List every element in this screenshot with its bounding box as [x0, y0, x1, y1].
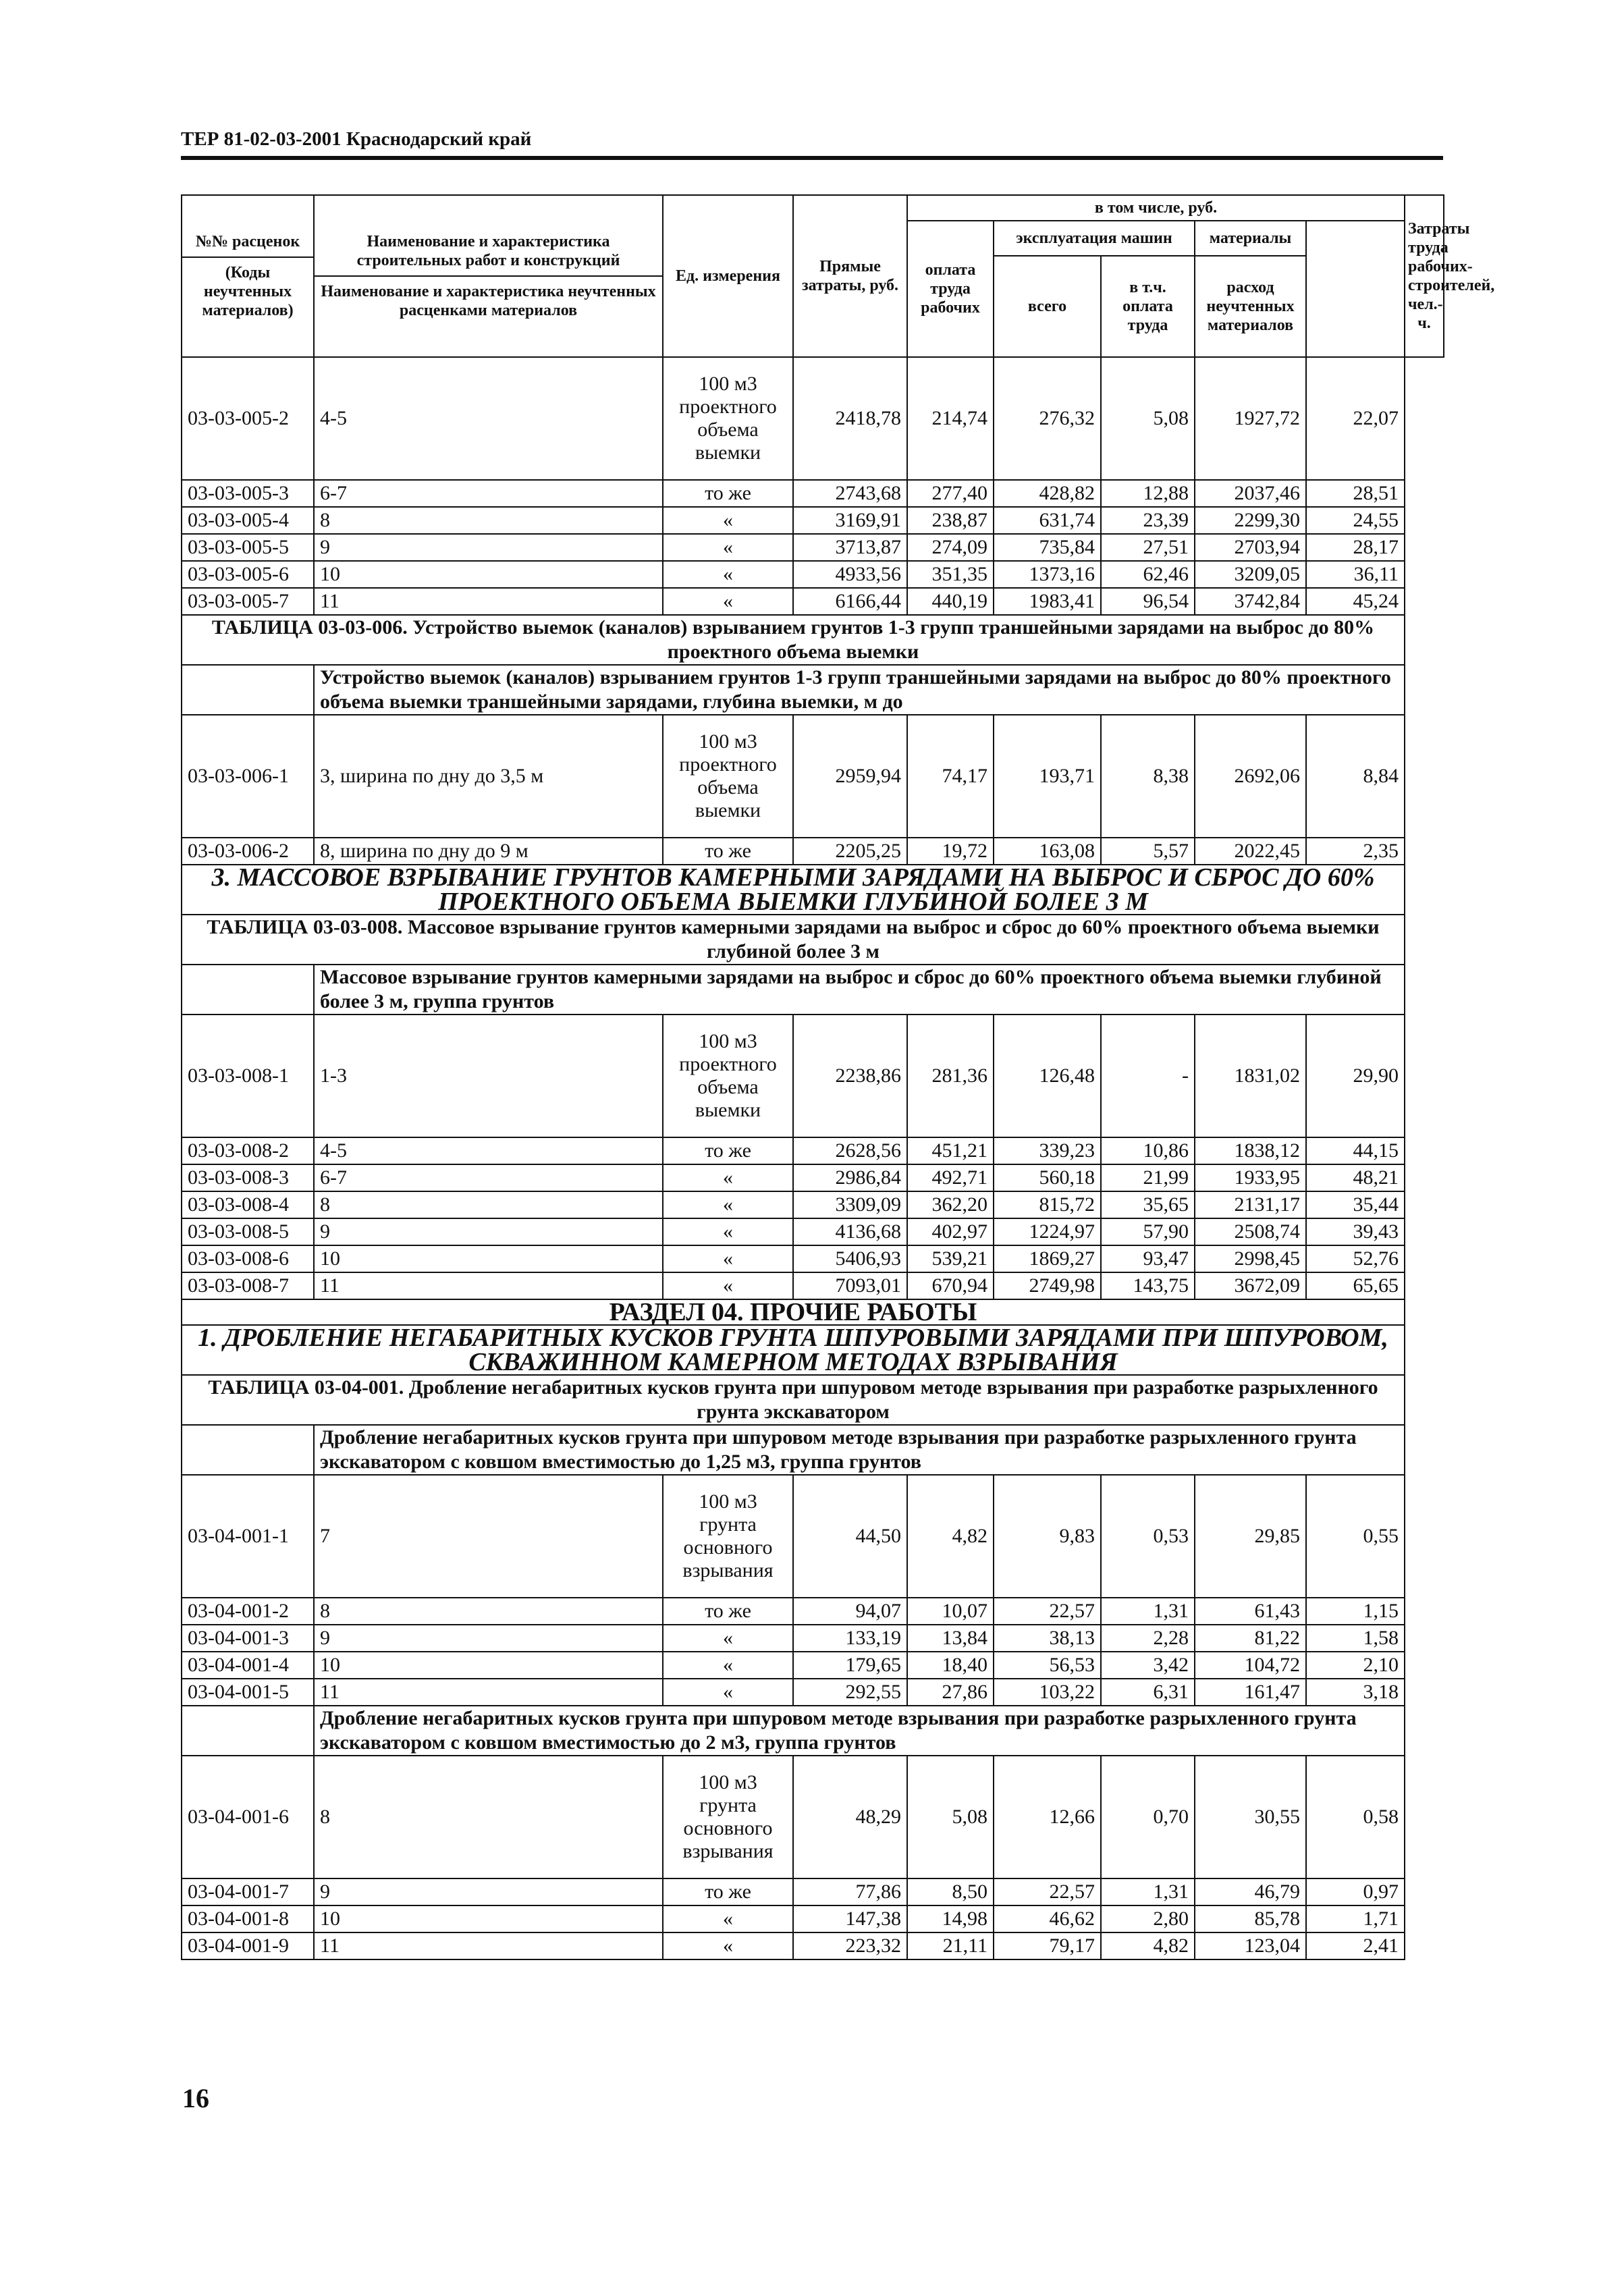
table-row	[182, 480, 1444, 507]
labor-cost-cell: 1,71	[1306, 1905, 1405, 1932]
machine-labor-cell: 5,57	[1101, 838, 1195, 865]
rate-code-cell: 03-04-001-9	[182, 1932, 314, 1959]
direct-cost-cell: 5406,93	[793, 1245, 907, 1272]
name-column-header: Наименование и характеристика строительных работ и конструкций Наименование и характеристика неучтенных расценками материалов	[314, 195, 663, 357]
direct-cost-cell: 44,50	[793, 1475, 907, 1598]
rate-code-cell: 03-03-005-3	[182, 480, 314, 507]
labor-pay-cell: 362,20	[907, 1191, 994, 1218]
rate-code-cell: 03-03-005-4	[182, 507, 314, 534]
direct-cost-cell: 4136,68	[793, 1218, 907, 1245]
work-name-cell: 11	[314, 1932, 663, 1959]
work-name-cell: 8	[314, 507, 663, 534]
machine-total-cell: 22,57	[994, 1598, 1101, 1625]
materials-cell: 2998,45	[1195, 1245, 1306, 1272]
table-subcaption: Дробление негабаритных кусков грунта при шпуровом методе взрывания при разработке разрыхленного грунта экскаватором с ковшом вместимостью до 2 м3, группа грунтов	[314, 1706, 1405, 1756]
rate-code-cell: 03-03-008-4	[182, 1191, 314, 1218]
labor-pay-cell: 492,71	[907, 1164, 994, 1191]
work-name-cell: 10	[314, 1245, 663, 1272]
machine-group-header: эксплуатация машин	[994, 221, 1195, 256]
unit-cell: «	[663, 1164, 793, 1191]
code-column-header: №№ расценок (Коды неучтенных материалов)	[182, 195, 314, 357]
labor-cost-cell: 0,58	[1306, 1756, 1405, 1878]
rate-code-cell: 03-03-008-2	[182, 1137, 314, 1164]
labor-pay-cell: 238,87	[907, 507, 994, 534]
materials-cell: 2037,46	[1195, 480, 1306, 507]
rate-code-cell: 03-04-001-7	[182, 1878, 314, 1905]
labor-cost-cell: 3,18	[1306, 1679, 1405, 1706]
running-header: ТЕР 81-02-03-2001 Краснодарский край	[181, 128, 1443, 160]
machine-labor-cell: 57,90	[1101, 1218, 1195, 1245]
labor-cost-cell: 2,41	[1306, 1932, 1405, 1959]
labor-pay-cell: 351,35	[907, 561, 994, 588]
rate-code-cell: 03-03-008-7	[182, 1272, 314, 1299]
work-name-cell: 8	[314, 1598, 663, 1625]
unit-cell: то же	[663, 1598, 793, 1625]
table-body	[182, 357, 1444, 1959]
direct-cost-cell: 2959,94	[793, 715, 907, 838]
labor-cost-cell: 28,17	[1306, 534, 1405, 561]
materials-cell: 46,79	[1195, 1878, 1306, 1905]
machine-total-cell: 1983,41	[994, 588, 1101, 615]
work-name-cell: 8	[314, 1756, 663, 1878]
rate-code-cell: 03-04-001-1	[182, 1475, 314, 1598]
table-row	[182, 1218, 1444, 1245]
unit-cell: то же	[663, 838, 793, 865]
machine-labor-cell: 12,88	[1101, 480, 1195, 507]
work-name-cell: 3, ширина по дну до 3,5 м	[314, 715, 663, 838]
materials-cell: 3742,84	[1195, 588, 1306, 615]
labor-cost-cell: 24,55	[1306, 507, 1405, 534]
machine-labor-cell: 21,99	[1101, 1164, 1195, 1191]
labor-pay-cell: 274,09	[907, 534, 994, 561]
table-row	[182, 1905, 1444, 1932]
table-row	[182, 1598, 1444, 1625]
machine-total-cell: 9,83	[994, 1475, 1101, 1598]
work-name-cell: 1-3	[314, 1015, 663, 1137]
work-name-cell: 11	[314, 1272, 663, 1299]
rate-code-cell: 03-03-005-7	[182, 588, 314, 615]
machine-total-cell: 1224,97	[994, 1218, 1101, 1245]
labor-cost-cell: 22,07	[1306, 357, 1405, 480]
work-name-cell: 11	[314, 588, 663, 615]
unit-cell: 100 м3 проектного объема выемки	[663, 715, 793, 838]
machine-total-cell: 1869,27	[994, 1245, 1101, 1272]
labor-cost-cell: 1,58	[1306, 1625, 1405, 1652]
section-title-row	[182, 1325, 1444, 1375]
direct-cost-cell: 2986,84	[793, 1164, 907, 1191]
labor-pay-cell: 21,11	[907, 1932, 994, 1959]
rate-code-cell: 03-03-005-2	[182, 357, 314, 480]
labor-pay-cell: 14,98	[907, 1905, 994, 1932]
table-row	[182, 1679, 1444, 1706]
work-name-cell: 10	[314, 561, 663, 588]
work-name-cell: 7	[314, 1475, 663, 1598]
rate-code-cell: 03-03-006-1	[182, 715, 314, 838]
work-name-cell: 6-7	[314, 480, 663, 507]
machine-labor-cell: 96,54	[1101, 588, 1195, 615]
machine-total-cell: 126,48	[994, 1015, 1101, 1137]
labor-pay-cell: 539,21	[907, 1245, 994, 1272]
direct-cost-cell: 94,07	[793, 1598, 907, 1625]
direct-cost-cell: 2628,56	[793, 1137, 907, 1164]
unit-cell: «	[663, 1191, 793, 1218]
table-subcaption: Дробление негабаритных кусков грунта при шпуровом методе взрывания при разработке разрыхленного грунта экскаватором с ковшом вместимостью до 1,25 м3, группа грунтов	[314, 1425, 1405, 1475]
empty-code-cell	[182, 965, 314, 1015]
empty-code-cell	[182, 1425, 314, 1475]
machine-labor-cell: 62,46	[1101, 561, 1195, 588]
direct-cost-cell: 3309,09	[793, 1191, 907, 1218]
rate-code-cell: 03-04-001-4	[182, 1652, 314, 1679]
direct-cost-cell: 2205,25	[793, 838, 907, 865]
machine-total-cell: 193,71	[994, 715, 1101, 838]
table-row	[182, 1245, 1444, 1272]
work-name-cell: 4-5	[314, 1137, 663, 1164]
table-row	[182, 715, 1444, 838]
table-row	[182, 534, 1444, 561]
rate-code-cell: 03-03-008-6	[182, 1245, 314, 1272]
empty-code-cell	[182, 1706, 314, 1756]
labor-pay-column-header: оплата труда рабочих	[907, 221, 994, 357]
table-subcaption-row	[182, 1706, 1444, 1756]
labor-cost-cell: 0,97	[1306, 1878, 1405, 1905]
machine-total-cell: 276,32	[994, 357, 1101, 480]
labor-cost-cell: 48,21	[1306, 1164, 1405, 1191]
machine-total-cell: 631,74	[994, 507, 1101, 534]
unit-cell: «	[663, 1272, 793, 1299]
labor-pay-cell: 4,82	[907, 1475, 994, 1598]
unit-cell: то же	[663, 1137, 793, 1164]
labor-pay-cell: 281,36	[907, 1015, 994, 1137]
table-row	[182, 1475, 1444, 1598]
labor-pay-cell: 27,86	[907, 1679, 994, 1706]
labor-cost-cell: 35,44	[1306, 1191, 1405, 1218]
materials-cell: 81,22	[1195, 1625, 1306, 1652]
work-name-cell: 9	[314, 1218, 663, 1245]
work-name-cell: 9	[314, 534, 663, 561]
unit-cell: то же	[663, 1878, 793, 1905]
materials-cell: 2692,06	[1195, 715, 1306, 838]
table-caption-row	[182, 1375, 1444, 1425]
machine-total-column-header: всего	[994, 256, 1101, 357]
rate-code-cell: 03-04-001-3	[182, 1625, 314, 1652]
work-name-cell: 10	[314, 1652, 663, 1679]
direct-cost-cell: 4933,56	[793, 561, 907, 588]
machine-total-cell: 38,13	[994, 1625, 1101, 1652]
labor-pay-cell: 670,94	[907, 1272, 994, 1299]
machine-total-cell: 56,53	[994, 1652, 1101, 1679]
direct-cost-cell: 2743,68	[793, 480, 907, 507]
unit-column-header: Ед. измерения	[663, 195, 793, 357]
unit-cell: «	[663, 1245, 793, 1272]
machine-labor-cell: -	[1101, 1015, 1195, 1137]
table-caption: ТАБЛИЦА 03-03-006. Устройство выемок (каналов) взрыванием грунтов 1-3 групп траншейными зарядами на выброс до 80% проектного объема выемки	[182, 615, 1405, 665]
rate-code-cell: 03-03-008-3	[182, 1164, 314, 1191]
machine-total-cell: 428,82	[994, 480, 1101, 507]
labor-cost-cell: 1,15	[1306, 1598, 1405, 1625]
table-row	[182, 1652, 1444, 1679]
materials-cell: 3672,09	[1195, 1272, 1306, 1299]
materials-cell: 104,72	[1195, 1652, 1306, 1679]
machine-total-cell: 12,66	[994, 1756, 1101, 1878]
table-caption: ТАБЛИЦА 03-03-008. Массовое взрывание грунтов камерными зарядами на выброс и сброс до 60% проектного объема выемки глубиной более 3 м	[182, 915, 1405, 965]
machine-labor-cell: 23,39	[1101, 507, 1195, 534]
labor-pay-cell: 18,40	[907, 1652, 994, 1679]
machine-total-cell: 560,18	[994, 1164, 1101, 1191]
direct-cost-cell: 147,38	[793, 1905, 907, 1932]
materials-cell: 2299,30	[1195, 507, 1306, 534]
materials-cell: 29,85	[1195, 1475, 1306, 1598]
table-subcaption-row	[182, 1425, 1444, 1475]
unit-cell: 100 м3 грунта основного взрывания	[663, 1756, 793, 1878]
direct-cost-cell: 2238,86	[793, 1015, 907, 1137]
partition-title-row	[182, 1299, 1444, 1325]
table-row	[182, 1932, 1444, 1959]
machine-labor-cell: 6,31	[1101, 1679, 1195, 1706]
machine-total-cell: 2749,98	[994, 1272, 1101, 1299]
machine-total-cell: 103,22	[994, 1679, 1101, 1706]
rate-code-cell: 03-04-001-5	[182, 1679, 314, 1706]
table-row	[182, 561, 1444, 588]
machine-total-cell: 46,62	[994, 1905, 1101, 1932]
work-name-cell: 10	[314, 1905, 663, 1932]
partition-title: РАЗДЕЛ 04. ПРОЧИЕ РАБОТЫ	[182, 1299, 1405, 1325]
rate-code-cell: 03-03-008-1	[182, 1015, 314, 1137]
table-row	[182, 1272, 1444, 1299]
labor-pay-cell: 214,74	[907, 357, 994, 480]
labor-cost-cell: 2,10	[1306, 1652, 1405, 1679]
labor-cost-cell: 45,24	[1306, 588, 1405, 615]
direct-cost-cell: 179,65	[793, 1652, 907, 1679]
machine-labor-cell: 35,65	[1101, 1191, 1195, 1218]
machine-labor-cell: 4,82	[1101, 1932, 1195, 1959]
rate-code-cell: 03-03-006-2	[182, 838, 314, 865]
unit-cell: «	[663, 1625, 793, 1652]
machine-total-cell: 339,23	[994, 1137, 1101, 1164]
table-subcaption-row	[182, 965, 1444, 1015]
labor-cost-cell: 39,43	[1306, 1218, 1405, 1245]
labor-pay-cell: 10,07	[907, 1598, 994, 1625]
machine-labor-cell: 1,31	[1101, 1878, 1195, 1905]
machine-labor-cell: 143,75	[1101, 1272, 1195, 1299]
direct-cost-cell: 48,29	[793, 1756, 907, 1878]
table-subcaption: Массовое взрывание грунтов камерными зарядами на выброс и сброс до 60% проектного объема выемки глубиной более 3 м, группа грунтов	[314, 965, 1405, 1015]
table-caption-row	[182, 915, 1444, 965]
labor-cost-cell: 65,65	[1306, 1272, 1405, 1299]
machine-labor-cell: 5,08	[1101, 357, 1195, 480]
materials-cell: 1838,12	[1195, 1137, 1306, 1164]
machine-total-cell: 79,17	[994, 1932, 1101, 1959]
materials-cell: 123,04	[1195, 1932, 1306, 1959]
work-name-cell: 11	[314, 1679, 663, 1706]
labor-cost-cell: 44,15	[1306, 1137, 1405, 1164]
labor-pay-cell: 13,84	[907, 1625, 994, 1652]
rates-table	[181, 194, 1495, 1960]
machine-total-cell: 163,08	[994, 838, 1101, 865]
table-row	[182, 1878, 1444, 1905]
section-title: 3. МАССОВОЕ ВЗРЫВАНИЕ ГРУНТОВ КАМЕРНЫМИ ЗАРЯДАМИ НА ВЫБРОС И СБРОС ДО 60% ПРОЕКТНОГО ОБЪЕМА ВЫЕМКИ ГЛУБИНОЙ БОЛЕЕ 3 М	[182, 865, 1405, 915]
machine-labor-cell: 0,53	[1101, 1475, 1195, 1598]
table-subcaption-row	[182, 665, 1444, 715]
table-row	[182, 357, 1444, 480]
machine-labor-cell: 8,38	[1101, 715, 1195, 838]
labor-cost-cell: 28,51	[1306, 480, 1405, 507]
section-title-row	[182, 865, 1444, 915]
rate-code-cell: 03-04-001-2	[182, 1598, 314, 1625]
work-name-cell: 9	[314, 1878, 663, 1905]
rate-code-cell: 03-03-005-5	[182, 534, 314, 561]
unit-cell: «	[663, 1679, 793, 1706]
unit-cell: 100 м3 проектного объема выемки	[663, 1015, 793, 1137]
machine-labor-cell: 27,51	[1101, 534, 1195, 561]
labor-pay-cell: 451,21	[907, 1137, 994, 1164]
table-row	[182, 838, 1444, 865]
labor-cost-cell: 8,84	[1306, 715, 1405, 838]
labor-pay-cell: 74,17	[907, 715, 994, 838]
machine-labor-cell: 3,42	[1101, 1652, 1195, 1679]
labor-pay-cell: 440,19	[907, 588, 994, 615]
table-row	[182, 1015, 1444, 1137]
labor-pay-cell: 8,50	[907, 1878, 994, 1905]
unit-cell: «	[663, 1905, 793, 1932]
machine-total-cell: 815,72	[994, 1191, 1101, 1218]
machine-labor-cell: 93,47	[1101, 1245, 1195, 1272]
table-row	[182, 1137, 1444, 1164]
machine-labor-cell: 1,31	[1101, 1598, 1195, 1625]
materials-cell: 2703,94	[1195, 534, 1306, 561]
materials-cell: 161,47	[1195, 1679, 1306, 1706]
table-subcaption: Устройство выемок (каналов) взрыванием грунтов 1-3 групп траншейными зарядами на выброс до 80% проектного объема выемки траншейными зарядами, глубина выемки, м до	[314, 665, 1405, 715]
page-number: 16	[182, 2083, 209, 2113]
labor-pay-cell: 277,40	[907, 480, 994, 507]
table-row	[182, 1756, 1444, 1878]
direct-cost-cell: 2418,78	[793, 357, 907, 480]
materials-cell: 1831,02	[1195, 1015, 1306, 1137]
section-title: 1. ДРОБЛЕНИЕ НЕГАБАРИТНЫХ КУСКОВ ГРУНТА ШПУРОВЫМИ ЗАРЯДАМИ ПРИ ШПУРОВОМ, СКВАЖИННОМ КАМЕРНОМ МЕТОДАХ ВЗРЫВАНИЯ	[182, 1325, 1405, 1375]
empty-code-cell	[182, 665, 314, 715]
direct-cost-cell: 223,32	[793, 1932, 907, 1959]
unit-cell: «	[663, 1652, 793, 1679]
machine-labor-cell: 10,86	[1101, 1137, 1195, 1164]
work-name-cell: 4-5	[314, 357, 663, 480]
table-row	[182, 507, 1444, 534]
work-name-cell: 8, ширина по дну до 9 м	[314, 838, 663, 865]
rate-code-cell: 03-04-001-8	[182, 1905, 314, 1932]
materials-group-header: материалы	[1195, 221, 1306, 256]
machine-total-cell: 1373,16	[994, 561, 1101, 588]
labor-pay-cell: 402,97	[907, 1218, 994, 1245]
labor-cost-column-header: Затраты труда рабочих-строителей, чел.-ч.	[1405, 195, 1444, 357]
materials-column-header: расход неучтенных материалов	[1195, 256, 1306, 357]
direct-cost-cell: 77,86	[793, 1878, 907, 1905]
materials-cell: 2022,45	[1195, 838, 1306, 865]
materials-cell: 30,55	[1195, 1756, 1306, 1878]
table-row	[182, 1191, 1444, 1218]
unit-cell: «	[663, 1932, 793, 1959]
rate-code-cell: 03-03-005-6	[182, 561, 314, 588]
machine-labor-column-header: в т.ч. оплата труда	[1101, 256, 1195, 357]
rate-code-cell: 03-03-008-5	[182, 1218, 314, 1245]
table-caption-row	[182, 615, 1444, 665]
labor-cost-cell: 29,90	[1306, 1015, 1405, 1137]
materials-cell: 3209,05	[1195, 561, 1306, 588]
machine-labor-cell: 0,70	[1101, 1756, 1195, 1878]
direct-cost-cell: 133,19	[793, 1625, 907, 1652]
unit-cell: 100 м3 проектного объема выемки	[663, 357, 793, 480]
table-row	[182, 588, 1444, 615]
including-group-header: в том числе, руб.	[907, 195, 1405, 221]
work-name-cell: 6-7	[314, 1164, 663, 1191]
work-name-cell: 8	[314, 1191, 663, 1218]
materials-cell: 61,43	[1195, 1598, 1306, 1625]
materials-cell: 2508,74	[1195, 1218, 1306, 1245]
labor-cost-cell: 0,55	[1306, 1475, 1405, 1598]
labor-cost-cell: 36,11	[1306, 561, 1405, 588]
materials-cell: 85,78	[1195, 1905, 1306, 1932]
direct-cost-cell: 6166,44	[793, 588, 907, 615]
labor-pay-cell: 5,08	[907, 1756, 994, 1878]
machine-labor-cell: 2,28	[1101, 1625, 1195, 1652]
direct-cost-cell: 7093,01	[793, 1272, 907, 1299]
machine-total-cell: 735,84	[994, 534, 1101, 561]
unit-cell: «	[663, 507, 793, 534]
unit-cell: то же	[663, 480, 793, 507]
direct-cost-cell: 3713,87	[793, 534, 907, 561]
labor-cost-cell: 52,76	[1306, 1245, 1405, 1272]
direct-cost-cell: 292,55	[793, 1679, 907, 1706]
direct-cost-cell: 3169,91	[793, 507, 907, 534]
table-caption: ТАБЛИЦА 03-04-001. Дробление негабаритных кусков грунта при шпуровом методе взрывания при разработке разрыхленного грунта экскаватором	[182, 1375, 1405, 1425]
unit-cell: «	[663, 1218, 793, 1245]
table-header	[182, 195, 1495, 357]
direct-cost-column-header: Прямые затраты, руб.	[793, 195, 907, 357]
materials-cell: 1927,72	[1195, 357, 1306, 480]
labor-cost-cell: 2,35	[1306, 838, 1405, 865]
labor-pay-cell: 19,72	[907, 838, 994, 865]
rate-code-cell: 03-04-001-6	[182, 1756, 314, 1878]
machine-labor-cell: 2,80	[1101, 1905, 1195, 1932]
unit-cell: «	[663, 588, 793, 615]
machine-total-cell: 22,57	[994, 1878, 1101, 1905]
unit-cell: 100 м3 грунта основного взрывания	[663, 1475, 793, 1598]
unit-cell: «	[663, 534, 793, 561]
unit-cell: «	[663, 561, 793, 588]
table-row	[182, 1164, 1444, 1191]
table-row	[182, 1625, 1444, 1652]
materials-cell: 2131,17	[1195, 1191, 1306, 1218]
materials-cell: 1933,95	[1195, 1164, 1306, 1191]
work-name-cell: 9	[314, 1625, 663, 1652]
